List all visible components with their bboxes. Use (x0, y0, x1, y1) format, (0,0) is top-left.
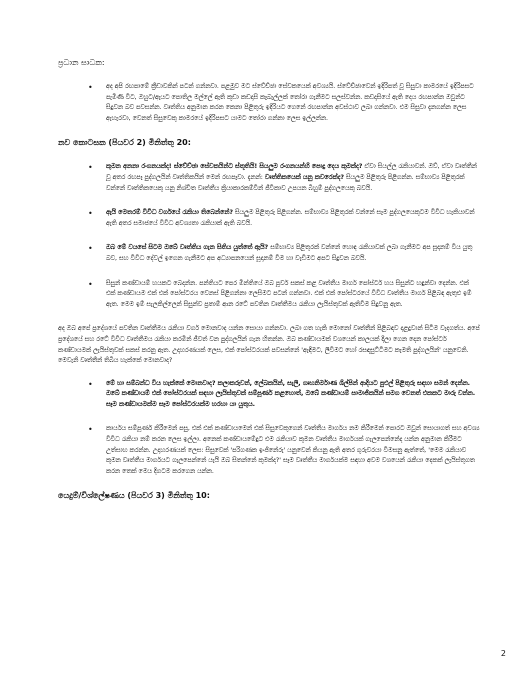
list-item-text (106, 243, 480, 264)
body-paragraph: අද ඔබ අපේ ප්‍රදේශයේ පවතින වෘත්තීමය රැකියා වර්ග මොනවාද යන්න සොයා ගන්නවා. ලබා ගත හැකි මොනෝ වෘත්තීන් පිළිබඳව දළදුවාන් සිටීම වැදගත්ය. අපේ ප්‍රදේශයේ සහ රටේ විවිධ වෘත්තීමය රැකියා කරමින් ජීවත් වන පුද්ගලයින් ගැන හිතන්න. ඔබ කණ්ඩායමක් වශයෙන් කාලයක් දීලා ගෙන දෙන පෝස්ටර් කණ්ඩායමක් ලැයිස්තුවක් සකස් කරනු ඇත. උදාහරණයක් ලෙස, එක් පෝස්ටරයක් පවසන්නේ 'ඇඳිමට, ලිවීමට හෝ රසඳසුට්ටිමට කැමති පුද්ගලයින්' යනුවෙනි. මෙවැනි වෘත්තීන් තිබිය හැක්කේ මොනවාද? (58, 325, 480, 365)
list-item-text: කාර්යය සම්පූර්ණ කිරීමෙන් පසු, එක් එක් කණ්ඩායමෙන් එක් සිසුවෙකුගෙන් වෘත්තීය මාර්ගය නම කිරීමෙන් පොරට ඔවුන් සොයාගත් සහ අවශ්‍ය විවිධ රැකියා නම් කරන ලෙස ඉල්ලා. අනෙක් කණ්ඩායමේදුට එම රැකියාව කුමන වෘත්තීය මාර්ගයක් ගැලපෙන්නේද යන්න අනුමාන කිරීමට උත්සාහ කරන්න. උදාහරණයක් ලෙස: සිසුවෙක් 'පරිගණක ඉංජිනේරු' යනුවෙන් කියනු ඇති අතර ගුරුවරයා විමසනු ඇත්තේ, 'මෙම රැකියාව කුමන වෘත්තීය මාර්ගයට ගැලපෙන්නේ යැයි ඔබ සිතන්නේ කුමක්ද?' සෑම වෘත්තීය මාර්ගයක්ම සඳහා අවම වශයෙන් රැකියා දෙකක් ලැයිස්තුගත කරන තෙක් මෙය දිගටම කරගෙන යන්න. (106, 425, 480, 475)
list-item (88, 162, 480, 194)
page-number: 2 (500, 649, 506, 658)
bullet-dot: • (88, 83, 93, 92)
list-item (88, 208, 480, 229)
section-heading-application: යෙදුම්/විශ්ලේෂණය (පියවර 3) මිනිත්තු 10: (58, 491, 210, 501)
body-text: සියලුම පිළිතුරු පිළිගන්න. සම්භාව්‍ය පිළිතුරක් වන්නේ සෑම පුද්ගලයෙකුටම විවිධ හැකියාවන් ඇති අතර සමාජයේ විවිධ අවශ්‍යතා රැකියාක් ඇති බවයි. (106, 209, 475, 227)
body-text: සම්භාව්‍ය පිළිතුරක් වන්නේ හොඳ රැකියාවක් ලබා ගැනීමට අප සූදානම් විය යුතු බව, සහ විවිධ දේවල් ඉගෙන ගැනීමට අප අධ්‍යාපනයෙන් සූදානම් වීම හා වැඩිමට අපට සිදුවන බවයි. (106, 244, 473, 262)
bullet-dot: • (88, 425, 93, 435)
list-item (88, 379, 480, 411)
body-text: සිසුන් කණ්ඩායම් හයකට බෙදන්න. පන්තියට පෙර මින්තියේ ඔබ පූර්ව සකස් කළ වෘත්තීය මාර්ග පෝස්ටර් හය සිසුන්ට හඳුන්වා දෙන්න. එක් එක් කණ්ඩායම එක් එක් පෝස්ටරය වෙනස් පිළිගන්නා ලෙසිමට පටන් ගන්නවා. එක් එක් පෝස්ටරයේ විවිධ වෘත්තීය මාර්ග පිළිබඳ ඇතුළු ඉම් ඇත. මෙම ඉම් සැලකිල්ලෙන් සිසුන්ව ප්‍රතාම් ආන රටේ පවතින වෘත්තීමය රැකියා ලැයිස්තුවක් ඇතිවීම සිදුවනු ඇත. (106, 279, 472, 308)
bullet-dot: • (88, 209, 93, 219)
section-heading-key-factors: ප්‍රධාන සාධක: (58, 58, 105, 67)
list-item (88, 279, 480, 311)
list-item (88, 243, 480, 264)
bullet-dot: • (88, 244, 93, 254)
bullet-dot: • (88, 279, 93, 289)
list-item-text: මේ හා සම්බන්ධ විය හැක්කේ මොනවාද? කලාකරුවන්, ලේඛකයින්, සැලි, ගෘහනිර්මාණ ශිල්පින් ආදියට පුළුල් පිළිතුරු සඳහා සමන් දෙන්න. ඔබේ කණ්ඩායම් එක් පෝස්ටරයක් සඳහා ලැයිස්තුවක් සම්පූර්ණ කළහොත්, ඔබේ කණ්ඩායම් සාමාජිකයින් සමග වෙනත් එකකට මාරු වන්න. සෑම කණ්ඩායමක්ම සෑම පෝස්ටරයක්ම හරහා යා යුතුය. (106, 379, 476, 408)
body-text: සියලුම පිළිතුරු පිළිගන්න. සම්භාව්‍ය පිළිතුරක් වන්නේ වෘත්තිකයෙකු යනු නිශ්චිත වෘත්තීය ක්‍රියාකාරකම්වින් ජීවිකාව උපයන බිහුම් පුද්ගලයෙකු බවයි. (106, 173, 465, 192)
bullet-dot: • (88, 163, 93, 173)
list-item-text (106, 279, 480, 311)
bold-lead: කුමන අනනා රංගනයක්ද! ස්වේච්ඡා සේවකයින්ට ස්තූතියි! සියලුම රංගනයන්හි පොදු දෙය කුමක්ද? (106, 163, 363, 171)
bold-lead: ඔබ මේ වයසේ සිටම ඔබේ වෘත්තිය ගැන සිතිය යුත්තේ ඇයි? (106, 244, 269, 252)
bullet-dot: • (88, 379, 93, 389)
section-heading-new-part: නව කොටසක (පියවර 2) මිනිත්තු 20: (58, 138, 191, 148)
list-item-text (106, 162, 480, 194)
body-text: ඒවා සියල්ල රැකියාවන්. ඔව්, ඒවා වෘත්තීන් වූ අතර රඟපෑ පුද්ගලයින් වෘත්තිකයින් මෙන් රඟපෑවා. දැනන්: (106, 163, 477, 181)
list-item-text: අද අපි රඟපාමේ ක්‍රීඩාවකින් පටන් ගන්නවා. පළමුව මට ස්වේච්ඡා සේවකයෙක් අවශ්‍යයි. ස්වේච්ඡාවෙන් ඉදිරිපත් වූ සිසුවා කාමරයේ ඉදිරිපසට පැමිණි විට, ඔහුට/ඇයට පොතිල මල්ලේ ඇති කුඩා කඩදාසි කෑබැල්ලක් තෝරා ගැනීමට සලස්වන්න. කඩදාසියේ ඇති දෙය රඟපාන්න ඔවුන්ට සිදුවන බව පවසන්න. වෘත්තිය අනුමාන කරන කෙනා පිළිතුරු ඉදිරියට ගෙනේ රඟපාන්න අවස්ථාව ලබා ගන්නවා. එම සිසුවා දැනගන්න ලෙස ඇහැරවා, වෙනත් සිසුවෙකු කාමරයේ ඉදිරිපසට යාමට තෝරා ගන්නා ලෙස ඉල්ලන්න. (106, 83, 474, 122)
bold-lead: වෘත්තිකයෙක් යනු කවරෙක්ද? (264, 173, 345, 181)
bold-lead: ඇයි මෙතරම් විවිධ වර්ගයේ රැකියා තිබෙන්නේ? (106, 209, 234, 217)
list-item-text (106, 208, 480, 229)
list-item (88, 424, 480, 477)
list-item (88, 82, 480, 124)
